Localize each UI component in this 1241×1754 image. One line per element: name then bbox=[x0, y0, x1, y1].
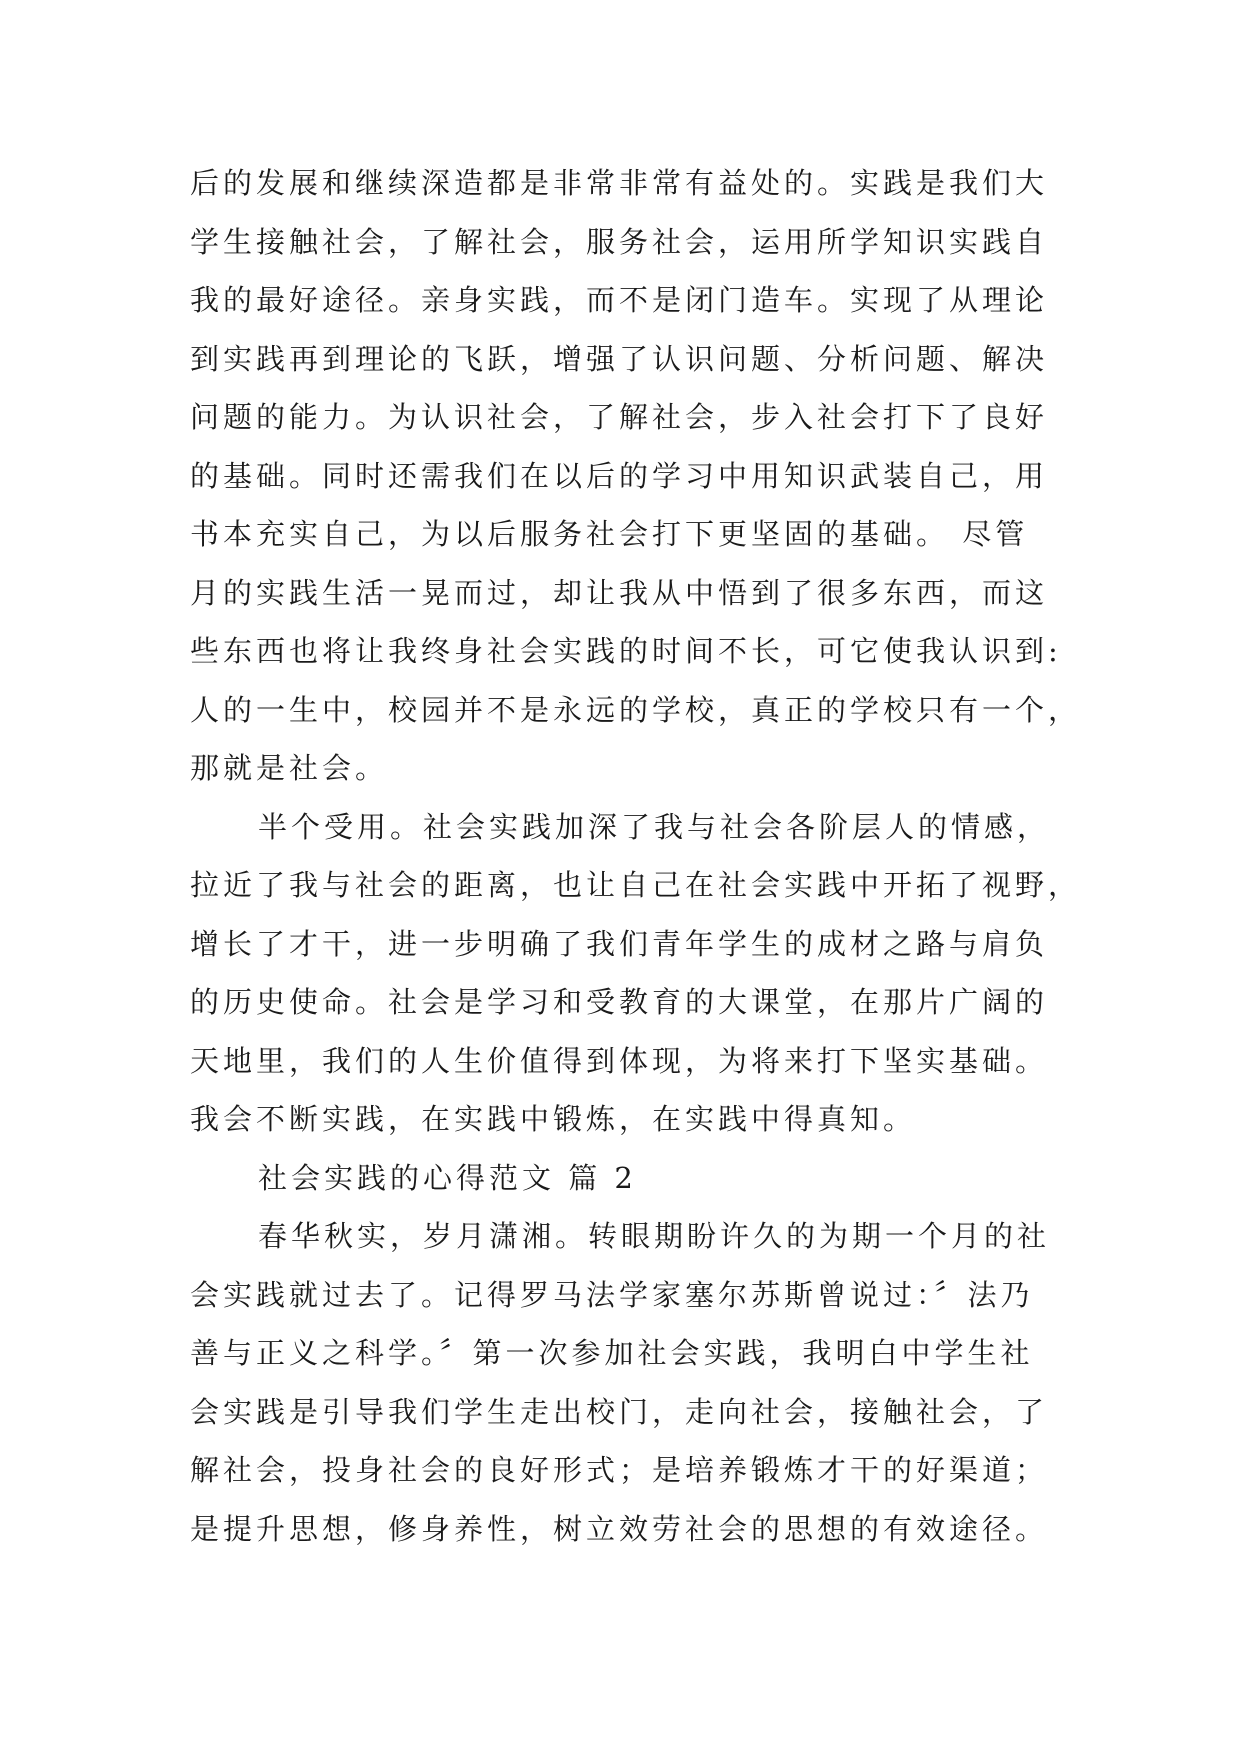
text-line: 增长了才干，进一步明确了我们青年学生的成材之路与肩负 bbox=[190, 926, 1049, 961]
paragraph bbox=[190, 798, 1082, 1149]
text-line: 人的一生中，校园并不是永远的学校，真正的学校只有一个， bbox=[190, 692, 1082, 727]
text-line: 春华秋实，岁月潇湘。转眼期盼许久的为期一个月的社 bbox=[258, 1219, 1051, 1253]
text-line: 是提升思想，修身养性，树立效劳社会的思想的有效途径。 bbox=[190, 1511, 1049, 1546]
text-line: 问题的能力。为认识社会，了解社会，步入社会打下了良好 bbox=[190, 400, 1049, 434]
paragraph bbox=[190, 1207, 1070, 1558]
text-line: 的基础。同时还需我们在以后的学习中用知识武装自己，用 bbox=[190, 458, 1049, 493]
text-line: 解社会，投身社会的良好形式；是培养锻炼才干的好渠道； bbox=[190, 1453, 1049, 1487]
text-line: 我的最好途径。亲身实践，而不是闭门造车。实现了从理论 bbox=[190, 283, 1049, 317]
text-line: 的历史使命。社会是学习和受教育的大课堂，在那片广阔的 bbox=[190, 985, 1049, 1019]
text-line: 书本充实自己，为以后服务社会打下更坚固的基础。 尽管 bbox=[190, 517, 1029, 551]
text-line: 到实践再到理论的飞跃，增强了认识问题、分析问题、解决 bbox=[190, 341, 1049, 376]
text-line: 月的实践生活一晃而过，却让我从中悟到了很多东西，而这 bbox=[190, 575, 1049, 610]
text-line: 半个受用。社会实践加深了我与社会各阶层人的情感， bbox=[258, 809, 1051, 844]
text-line: 些东西也将让我终身社会实践的时间不长，可它使我认识到: bbox=[190, 634, 1062, 668]
text-line: 后的发展和继续深造都是非常非常有益处的。实践是我们大 bbox=[190, 166, 1049, 200]
paragraph bbox=[190, 154, 1082, 798]
text-line: 善与正义之科学。〞第一次参加社会实践，我明白中学生社 bbox=[190, 1336, 1034, 1370]
document-body bbox=[190, 154, 1082, 1558]
text-line: 拉近了我与社会的距离，也让自己在社会实践中开拓了视野， bbox=[190, 868, 1082, 902]
text-line: 会实践就过去了。记得罗马法学家塞尔苏斯曾说过：〞法乃 bbox=[190, 1277, 1034, 1312]
text-line: 天地里，我们的人生价值得到体现，为将来打下坚实基础。 bbox=[190, 1043, 1049, 1078]
text-line: 那就是社会。 bbox=[190, 751, 389, 785]
text-line: 会实践是引导我们学生走出校门，走向社会，接触社会，了 bbox=[190, 1394, 1049, 1429]
text-line: 我会不断实践，在实践中锻炼，在实践中得真知。 bbox=[190, 1102, 917, 1136]
text-line: 学生接触社会，了解社会，服务社会，运用所学知识实践自 bbox=[190, 224, 1049, 259]
section-heading: 社会实践的心得范文 篇 2 bbox=[258, 1160, 637, 1195]
